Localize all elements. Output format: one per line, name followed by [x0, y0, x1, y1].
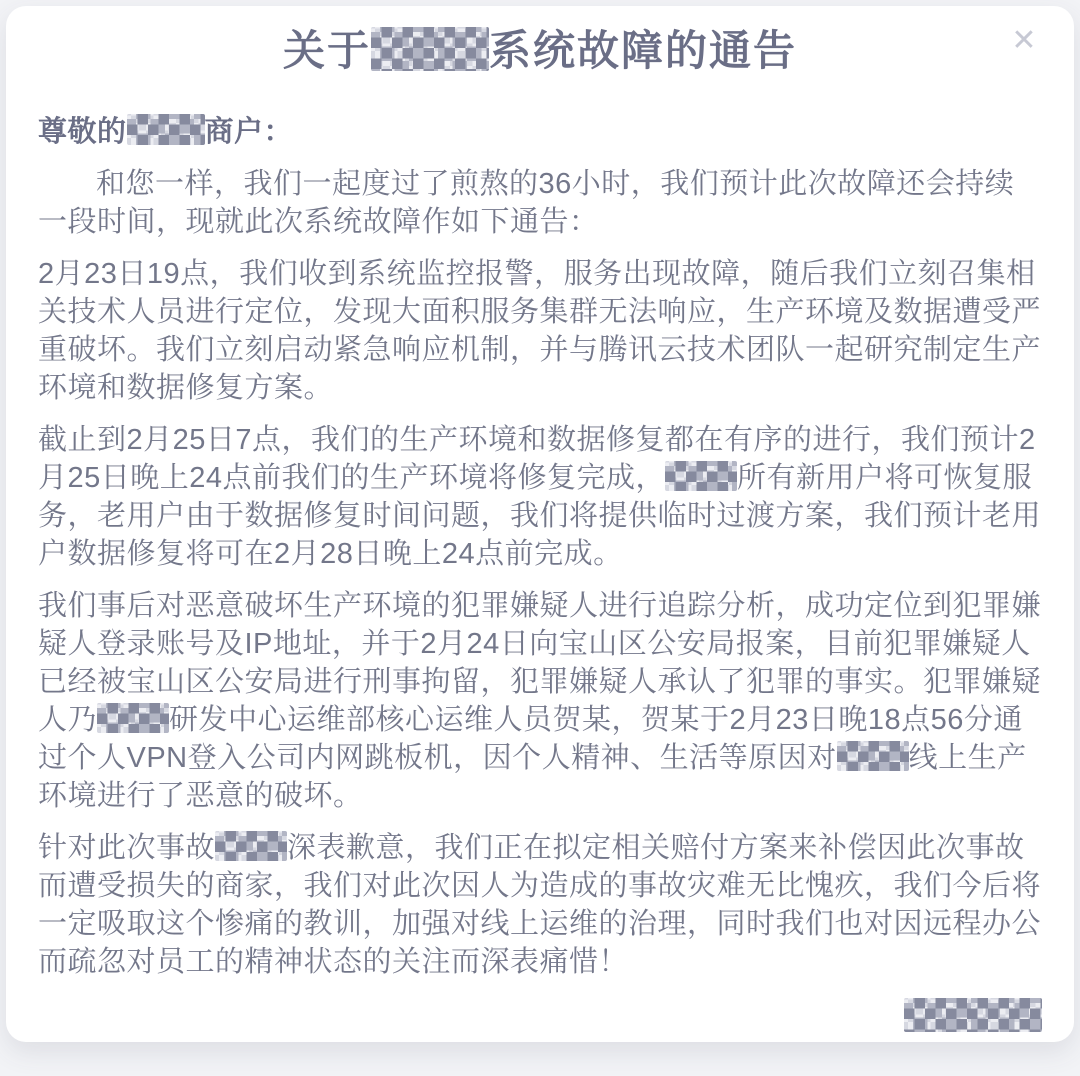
- censored-company-name-suspect-1: [97, 703, 169, 733]
- salutation-text-post: 商户：: [204, 115, 294, 148]
- salutation-text-pre: 尊敬的: [38, 115, 127, 148]
- apology-text-pre: 针对此次事故: [38, 831, 216, 864]
- paragraph-intro: 和您一样，我们一起度过了煎熬的36小时，我们预计此次故障还会持续一段时间，现就此次系统故障作如下通告：: [38, 167, 1015, 238]
- apology-text-post: 深表歉意，我们正在拟定相关赔付方案来补偿因此次事故而遭受损失的商家，我们对此次因人为造成的事故灾难无比愧疚，我们今后将一定吸取这个惨痛的教训，加强对线上运维的治理，同时我们也对因远程办公而疏忽对员工的精神状态的关注而深表痛惜！: [38, 831, 1042, 978]
- notice-card: [6, 6, 1074, 1042]
- signature: [38, 998, 1042, 1037]
- suspect-text-3: 线上生产环境进行了恶意的破坏。: [38, 741, 1027, 812]
- notice-title: [76, 24, 1004, 79]
- censored-company-name-recovery: [665, 461, 737, 491]
- paragraph-apology: [38, 829, 1042, 981]
- notice-body: [38, 113, 1042, 1037]
- paragraph-recovery: [38, 421, 1042, 573]
- censored-company-name-title: [371, 27, 489, 71]
- title-text-post: 系统故障的通告: [489, 27, 798, 74]
- title-text-pre: 关于: [282, 27, 371, 74]
- salutation: [38, 113, 1042, 151]
- suspect-text-1: 我们事后对恶意破坏生产环境的犯罪嫌疑人进行追踪分析，成功定位到犯罪嫌疑人登录账号及IP地址，并于2月24日向宝山区公安局报案，目前犯罪嫌疑人已经被宝山区公安局进行刑事拘留，犯罪嫌疑人承认了犯罪的事实。犯罪嫌疑人乃: [38, 589, 1042, 736]
- paragraph-incident: 2月23日19点，我们收到系统监控报警，服务出现故障，随后我们立刻召集相关技术人员进行定位，发现大面积服务集群无法响应，生产环境及数据遭受严重破坏。我们立刻启动紧急响应机制，并与腾讯云技术团队一起研究制定生产环境和数据修复方案。: [38, 257, 1042, 404]
- recovery-text-post: 所有新用户将可恢复服务，老用户由于数据修复时间问题，我们将提供临时过渡方案，我们预计老用户数据修复将可在2月28日晚上24点前完成。: [38, 461, 1042, 570]
- recovery-text-pre: 截止到2月25日7点，我们的生产环境和数据修复都在有序的进行，我们预计2月25日晚上24点前我们的生产环境将修复完成，: [38, 423, 1036, 494]
- censored-signature: [904, 998, 1042, 1032]
- censored-company-name-apology: [215, 831, 287, 861]
- paragraph-suspect: [38, 587, 1042, 815]
- suspect-text-2: 研发中心运维部核心运维人员贺某，贺某于2月23日晚18点56分通过个人VPN登入公司内网跳板机，因个人精神、生活等原因对: [38, 703, 1023, 774]
- censored-company-name-suspect-2: [837, 741, 909, 771]
- close-icon[interactable]: ✕: [1011, 23, 1037, 57]
- censored-company-name-salutation: [127, 114, 205, 145]
